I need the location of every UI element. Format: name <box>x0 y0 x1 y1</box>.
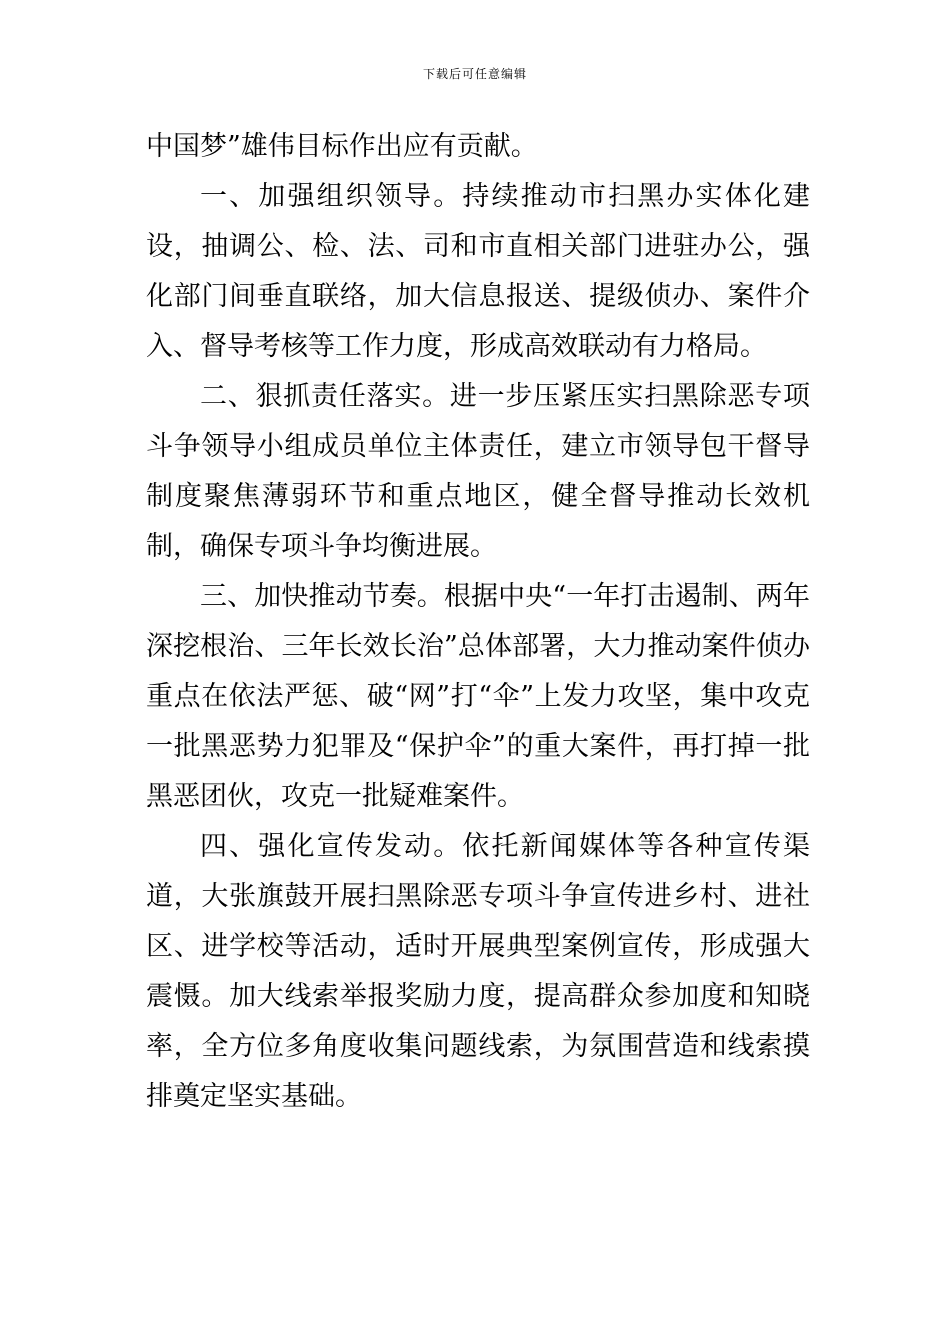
header-note: 下载后可任意编辑 <box>422 67 527 81</box>
paragraph-section-4: 四、强化宣传发动。依托新闻媒体等各种宣传渠道，大张旗鼓开展扫黑除恶专项斗争宣传进乡村、进社区、进学校等活动，适时开展典型案例宣传，形成强大震慑。加大线索举报奖励力度，提高群众参加度和知晓率，全方位多角度收集问题线索，为氛围营造和线索摸排奠定坚实基础。 <box>146 831 810 1112</box>
paragraph-section-3: 三、加快推动节奏。根据中央“一年打击遏制、两年深挖根治、三年长效长治”总体部署，大力推动案件侦办重点在依法严惩、破“网”打“伞”上发力攻坚，集中攻克一批黑恶势力犯罪及“保护伞”的重大案件，再打掉一批黑恶团伙，攻克一批疑难案件。 <box>146 581 810 812</box>
paragraph-continuation: 中国梦”雄伟目标作出应有贡献。 <box>146 131 538 162</box>
paragraph-section-1: 一、加强组织领导。持续推动市扫黑办实体化建设，抽调公、检、法、司和市直相关部门进驻办公，强化部门间垂直联络，加大信息报送、提级侦办、案件介入、督导考核等工作力度，形成高效联动有力格局。 <box>146 181 810 362</box>
document-body <box>146 122 810 1122</box>
paragraph-section-2: 二、狠抓责任落实。进一步压紧压实扫黑除恶专项斗争领导小组成员单位主体责任，建立市领导包干督导制度聚焦薄弱环节和重点地区，健全督导推动长效机制，确保专项斗争均衡进展。 <box>146 381 810 562</box>
